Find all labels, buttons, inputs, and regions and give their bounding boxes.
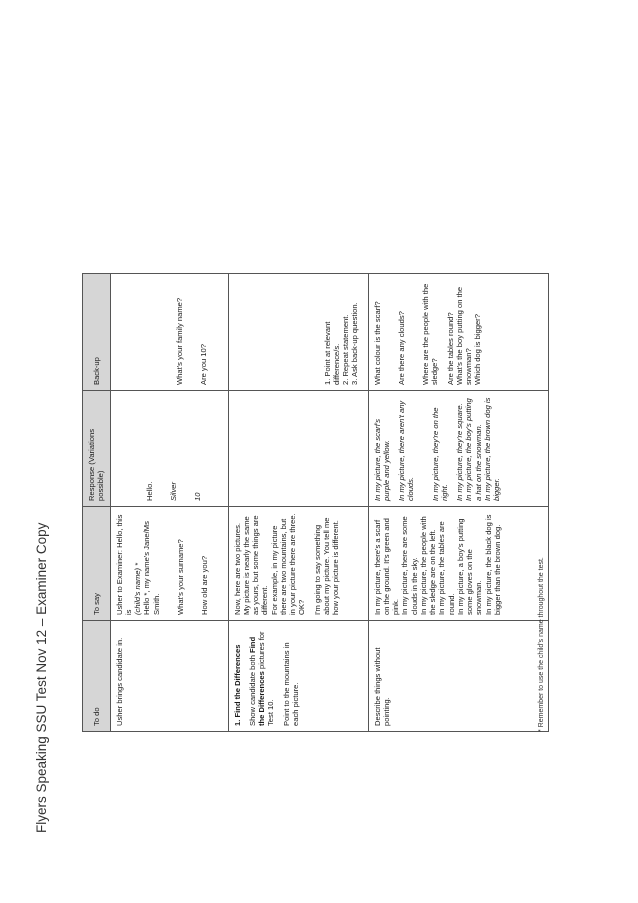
say-line: Usher to Examiner: Hello, this is	[114, 514, 133, 615]
cell-back-up	[110, 274, 228, 391]
table-header-row	[83, 274, 111, 732]
cell-to-do	[368, 621, 548, 732]
say-line: Hello *, my name's Jane/Ms Smith.	[142, 521, 161, 615]
table-row-describe	[368, 274, 548, 732]
back-up-line: Are the tables round?	[445, 312, 455, 385]
response-line: In my picture, they're on the right.	[430, 407, 449, 501]
instruction-text: Show candidate both	[247, 655, 257, 726]
back-up-line: 3. Ask back-up question.	[350, 302, 360, 385]
back-up-line: Where are the people with the sledge?	[421, 283, 440, 385]
back-up-line: 1. Point at relevant difference/s.	[322, 321, 341, 385]
back-up-line: Are there any clouds?	[396, 311, 406, 385]
say-line: In my picture, a boy's putting some gloves on the snowman.	[455, 518, 484, 615]
table-row-introduction	[110, 274, 228, 732]
instruction-text-bold: Find the Differences	[247, 636, 266, 726]
instruction-text: Describe things without pointing.	[372, 647, 391, 726]
say-line: For example, in my picture there are two mountains, but in your picture there are three. OK?	[269, 513, 307, 615]
back-up-line: What colour is the scarf?	[372, 301, 382, 385]
instruction-text: Usher brings candidate in.	[114, 637, 124, 726]
header-back-up: Back-up	[83, 274, 111, 391]
response-line: 10	[193, 492, 202, 501]
section-heading: 1. Find the Differences	[232, 644, 242, 726]
page-title: Flyers Speaking SSU Test Nov 12 – Examiner Copy	[34, 522, 49, 833]
back-up-line: What's your family name?	[174, 297, 184, 385]
back-up-line: What's the boy putting on the snowman?	[454, 286, 473, 385]
say-line: In my picture, the tables are round.	[437, 521, 456, 615]
header-to-say: To say	[83, 507, 111, 621]
response-line: In my picture, there aren't any clouds.	[397, 400, 416, 501]
cell-response	[228, 391, 368, 507]
cell-back-up	[228, 274, 368, 391]
instruction-text: Point to the mountains in each picture.	[281, 642, 300, 726]
examiner-table	[82, 273, 549, 732]
cell-back-up	[368, 274, 548, 391]
back-up-line: Which dog is bigger?	[473, 314, 483, 385]
say-line: Now, here are two pictures. My picture is nearly the same as yours, but some things are different.	[232, 515, 270, 615]
response-line: Hello.	[144, 481, 154, 501]
say-line: I'm going to say something about my picture. You tell me how your picture is different.	[312, 517, 340, 615]
cell-to-do	[228, 621, 368, 732]
response-line: In my picture, they're square.	[455, 403, 464, 501]
say-line: In my picture, the people with the sledge are on the left.	[418, 516, 437, 615]
cell-to-do	[110, 621, 228, 732]
instruction-text: pictures for Test 10.	[257, 631, 276, 726]
say-line: How old are you?	[200, 555, 209, 615]
say-line: In my picture, there's a scarf on the ground. It's green and pink.	[372, 518, 400, 615]
cell-response	[368, 391, 548, 507]
response-line: In my picture, the boy's putting a hat on the snowman.	[464, 398, 483, 501]
response-line: In my picture, the scarf's purple and yellow.	[372, 418, 391, 501]
back-up-line: Are you 10?	[198, 344, 208, 385]
back-up-line: 2. Repeat statement.	[341, 314, 350, 385]
cell-response	[110, 391, 228, 507]
say-line: In my picture, the black dog is bigger than the brown dog.	[483, 514, 502, 615]
say-line: What's your surname?	[175, 539, 185, 615]
header-to-do: To do	[83, 621, 111, 732]
cell-to-say	[368, 507, 548, 621]
response-line: In my picture, the brown dog is bigger.	[482, 397, 501, 501]
cell-to-say	[228, 507, 368, 621]
header-response: Response (Variations possible)	[83, 391, 111, 507]
footnote: * Remember to use the child's name throughout the test.	[538, 557, 545, 732]
say-line: In my picture, there are some clouds in the sky.	[400, 516, 419, 615]
table-row-find-differences	[228, 274, 368, 732]
response-line: Silver	[168, 482, 178, 501]
cell-to-say	[110, 507, 228, 621]
say-line: (child's name) *	[133, 562, 142, 615]
